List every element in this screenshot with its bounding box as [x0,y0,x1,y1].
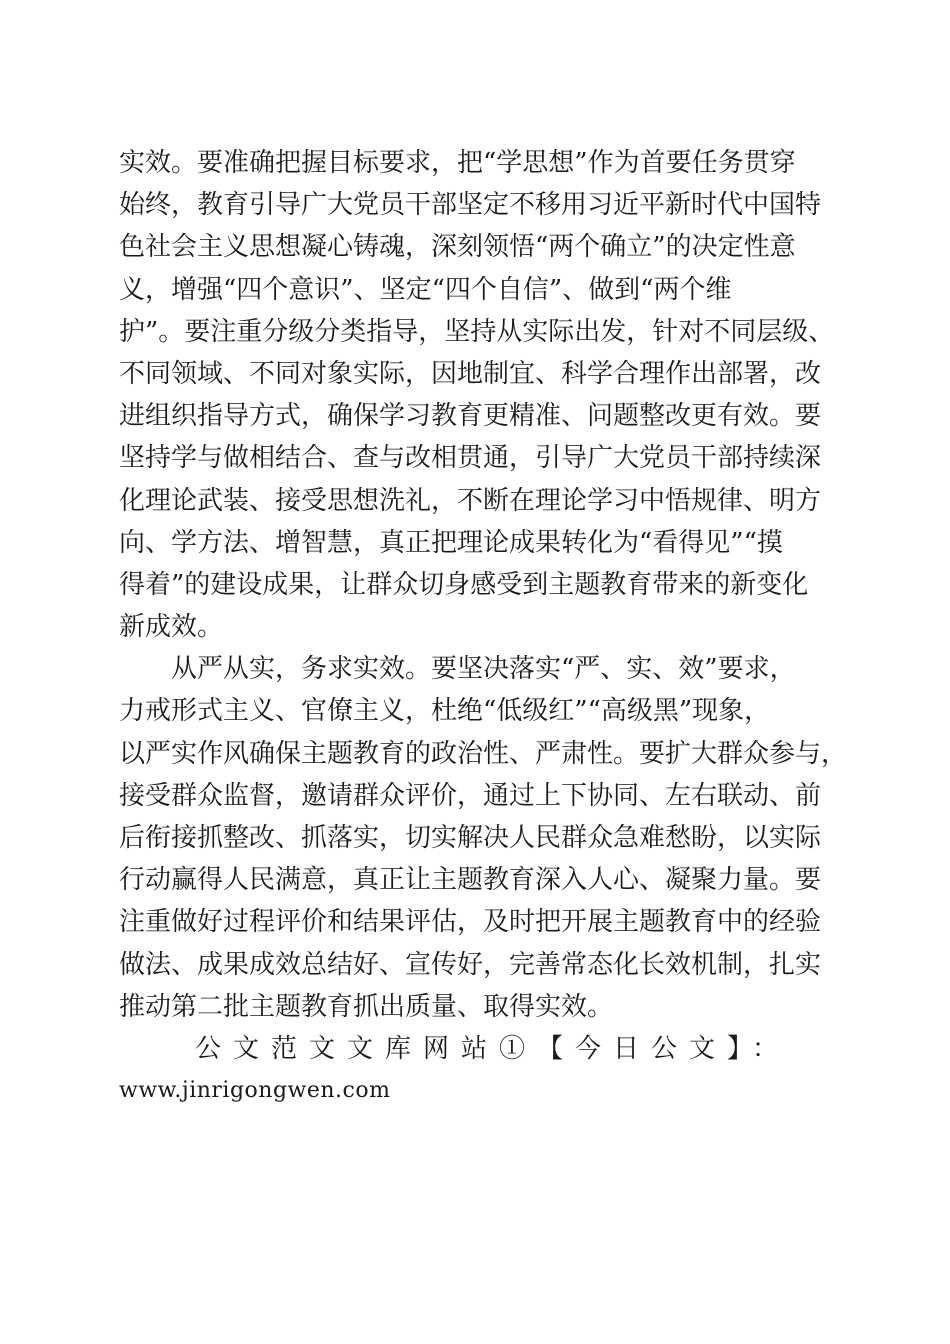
text-line: 实效。要准确把握目标要求，把“学思想”作为首要任务贯穿 [119,148,796,178]
text-line: 始终，教育引导广大党员干部坚定不移用习近平新时代中国特 [119,190,822,221]
text-line: 得着”的建设成果，让群众切身感受到主题教育带来的新变化 [119,569,809,600]
text-line: 进组织指导方式，确保学习教育更精准、问题整改更有效。要 [119,401,822,432]
text-line: 从严从实，务求实效。要坚决落实“严、实、效”要求， [119,654,796,685]
text-line: 以严实作风确保主题教育的政治性、严肃性。要扩大群众参与， [119,738,848,769]
text-line: 后衔接抓整改、抓落实，切实解决人民群众急难愁盼，以实际 [119,823,822,853]
text-line: 做法、成果成效总结好、宣传好，完善常态化长效机制，扎实 [119,949,822,980]
text-line: 力戒形式主义、官僚主义，杜绝“低级红”“高级黑”现象， [119,696,771,727]
text-line: 注重做好过程评价和结果评估，及时把开展主题教育中的经验 [119,907,822,938]
text-line: 化理论武装、接受思想洗礼，不断在理论学习中悟规律、明方 [119,485,822,516]
text-line: 推动第二批主题教育抓出质量、取得实效。 [119,991,614,1022]
text-line: 色社会主义思想凝心铸魂，深刻领悟“两个确立”的决定性意 [119,232,796,263]
text-line: 接受群众监督，邀请群众评价，通过上下协同、左右联动、前 [119,780,822,811]
text-line: 护”。要注重分级分类指导，坚持从实际出发，针对不同层级、 [119,316,835,347]
text-line: 坚持学与做相结合、查与改相贯通，引导广大党员干部持续深 [119,443,822,474]
text-line: 行动赢得人民满意，真正让主题教育深入人心、凝聚力量。要 [119,865,822,896]
text-line: 义，增强“四个意识”、坚定“四个自信”、做到“两个维 [119,274,732,305]
source-label: 公文范文文库网站①【今日公文】： [119,1033,791,1064]
source-url: www.jinrigongwen.com [119,1078,391,1104]
text-line: 向、学方法、增智慧，真正把理论成果转化为“看得见”“摸 [119,527,783,558]
footer-source [119,1028,839,1112]
document-body [119,142,848,1112]
paragraph-2 [119,648,848,1028]
paragraph-1 [119,142,839,648]
text-line: 不同领域、不同对象实际，因地制宜、科学合理作出部署，改 [119,358,822,389]
text-line: 新成效。 [119,612,224,643]
